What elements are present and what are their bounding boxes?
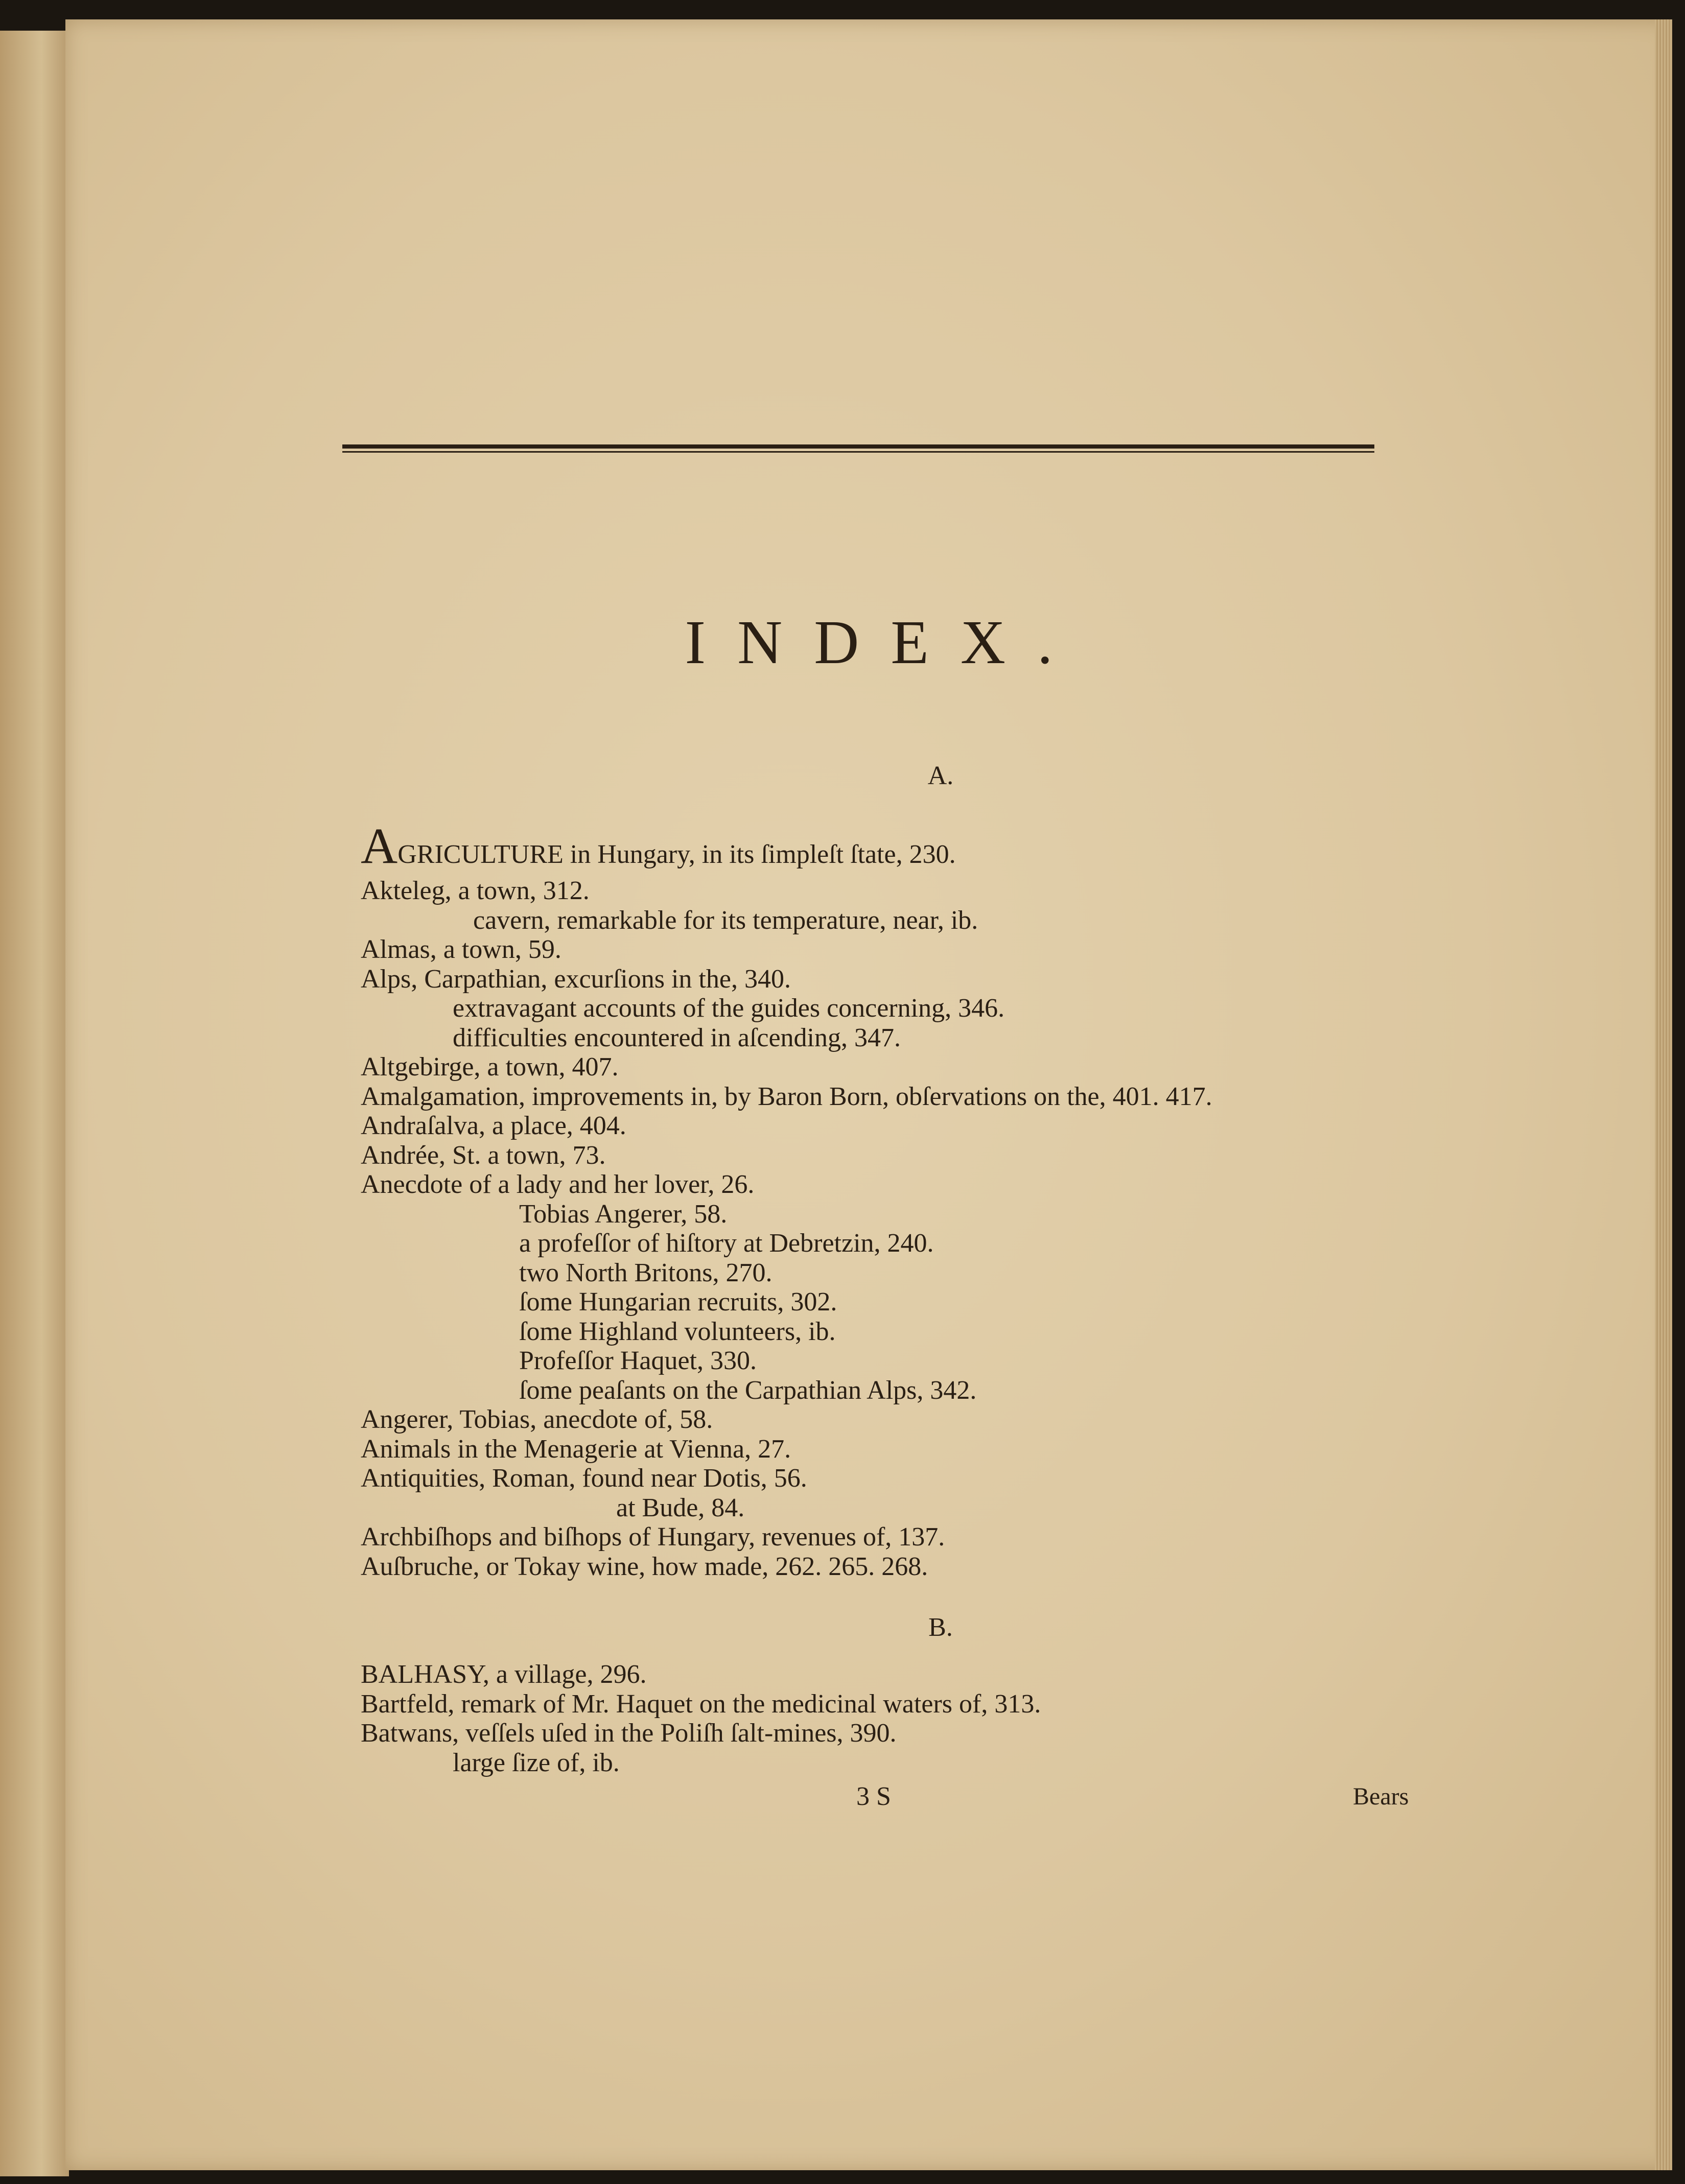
index-entry: Batwans, veſſels uſed in the Poliſh ſalt-mines, 390. [361,1719,897,1748]
index-entry: Altgebirge, a town, 407. [361,1052,619,1082]
index-subentry: ſome peaſants on the Carpathian Alps, 342. [519,1375,977,1405]
index-subentry: difficulties encountered in aſcending, 347. [453,1023,901,1052]
index-entry: Almas, a town, 59. [361,935,561,964]
book-page [65,19,1672,2170]
index-subentry: two North Britons, 270. [519,1258,773,1287]
index-entry: Andrée, St. a town, 73. [361,1140,606,1170]
entry-headword: BALHASY [361,1660,483,1689]
page-fore-edge [1655,19,1672,2170]
index-subentry: Profeſſor Haquet, 330. [519,1346,757,1375]
index-subentry: ſome Highland volunteers, ib. [519,1317,836,1346]
section-heading-a: A. [927,761,954,790]
index-entry: Alps, Carpathian, excurſions in the, 340. [361,964,791,994]
page-footer [361,1781,1612,1812]
header-rule-thin [342,451,1374,453]
index-entry: Andraſalva, a place, 404. [361,1111,626,1140]
index-entry: Amalgamation, improvements in, by Baron Born, obſervations on the, 401. 417. [361,1082,1212,1111]
index-subentry: extravagant accounts of the guides concerning, 346. [453,994,1005,1023]
page-title: INDEX. [685,608,1085,677]
header-rule-thick [342,444,1374,449]
index-entry [361,817,1612,876]
signature-mark: 3 S [856,1782,891,1811]
index-subentry: at Bude, 84. [616,1493,745,1522]
index-subentry: Tobias Angerer, 58. [519,1199,728,1229]
header-rule [342,444,1374,454]
index-entry: Animals in the Menagerie at Vienna, 27. [361,1434,791,1464]
entry-headword: GRICULTURE [397,840,564,869]
index-subentry: a profeſſor of hiſtory at Debretzin, 240. [519,1229,934,1258]
index-entry [361,1660,1612,1689]
index-body [361,760,1612,1812]
index-entry: Antiquities, Roman, found near Dotis, 56. [361,1464,807,1493]
entry-text: in Hungary, in its ſimpleſt ſtate, 230. [563,840,956,869]
index-entry: Akteleg, a town, 312. [361,876,590,905]
facing-page-edge [0,31,69,2176]
index-subentry: ſome Hungarian recruits, 302. [519,1287,837,1317]
index-subentry: cavern, remarkable for its temperature, near, ib. [473,905,978,935]
section-heading-b: B. [928,1613,953,1642]
index-subentry: large ſize of, ib. [453,1748,620,1777]
index-entry: Angerer, Tobias, anecdote of, 58. [361,1405,713,1434]
index-entry: Bartfeld, remark of Mr. Haquet on the medicinal waters of, 313. [361,1689,1041,1719]
entry-text: , a village, 296. [482,1660,647,1689]
index-entry: Anecdote of a lady and her lover, 26. [361,1170,755,1199]
index-entry: Auſbruche, or Tokay wine, how made, 262. 265. 268. [361,1552,928,1581]
catchword: Bears [1353,1783,1409,1810]
index-entry: Archbiſhops and biſhops of Hungary, revenues of, 137. [361,1522,945,1552]
drop-cap: A [361,817,398,874]
